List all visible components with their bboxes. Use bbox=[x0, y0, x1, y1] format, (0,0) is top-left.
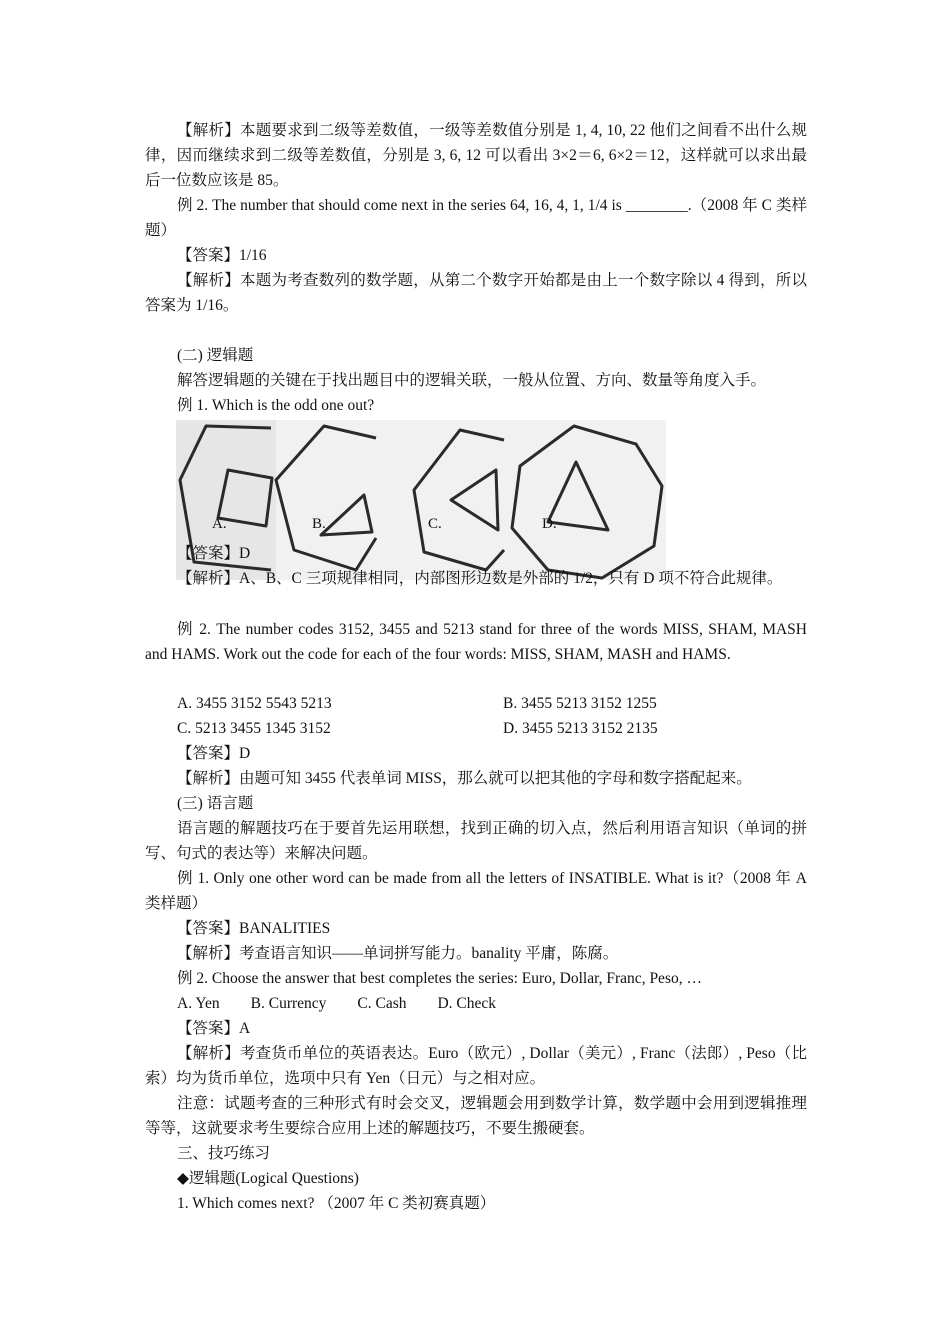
section-title-language: (三) 语言题 bbox=[177, 795, 254, 812]
practice-subtitle: ◆逻辑题(Logical Questions) bbox=[177, 1170, 359, 1187]
figure-label-d: D. bbox=[542, 516, 557, 532]
logic-explanation-1: 【解析】A、B、C 三项规律相同，内部图形边数是外部的 1/2，只有 D 项不符合此规律。 bbox=[177, 570, 783, 587]
paragraph-example-2: 例 2. The number that should come next in the series 64, 16, 4, 1, 1/4 is ________.（2008 年 C 类样题） bbox=[145, 197, 807, 239]
language-explanation-1: 【解析】考查语言知识——单词拼写能力。banality 平庸，陈腐。 bbox=[177, 945, 619, 962]
language-choices: A. Yen B. Currency C. Cash D. Check bbox=[177, 995, 497, 1012]
language-example-1: 例 1. Only one other word can be made from all the letters of INSATIBLE. What is it?（2008 年 A 类样题） bbox=[145, 870, 807, 912]
language-explanation-2: 【解析】考查货币单位的英语表达。Euro（欧元）, Dollar（美元）, Franc（法郎）, Peso（比索）均为货币单位，选项中只有 Yen（日元）与之相对应。 bbox=[145, 1045, 807, 1087]
logic-choice-d: D. 3455 5213 3152 2135 bbox=[503, 720, 658, 737]
section-title-logic: (二) 逻辑题 bbox=[177, 347, 254, 364]
figure-label-a: A. bbox=[212, 516, 227, 532]
logic-example-1: 例 1. Which is the odd one out? bbox=[177, 397, 375, 414]
language-intro: 语言题的解题技巧在于要首先运用联想，找到正确的切入点，然后利用语言知识（单词的拼写、句式的表达等）来解决问题。 bbox=[145, 820, 807, 862]
language-answer-2: 【答案】A bbox=[177, 1020, 251, 1037]
practice-question-1: 1. Which comes next? （2007 年 C 类初赛真题） bbox=[177, 1195, 496, 1212]
logic-choice-a: A. 3455 3152 5543 5213 bbox=[177, 695, 332, 712]
figure-label-c: C. bbox=[428, 516, 442, 532]
language-example-2: 例 2. Choose the answer that best completes the series: Euro, Dollar, Franc, Peso, … bbox=[177, 970, 702, 987]
language-answer-1: 【答案】BANALITIES bbox=[177, 920, 331, 937]
logic-answer-2: 【答案】D bbox=[177, 745, 251, 762]
note-paragraph: 注意：试题考查的三种形式有时会交叉，逻辑题会用到数学计算，数学题中会用到逻辑推理等等，这就要求考生要综合应用上述的解题技巧，不要生搬硬套。 bbox=[145, 1095, 807, 1137]
logic-intro: 解答逻辑题的关键在于找出题目中的逻辑关联，一般从位置、方向、数量等角度入手。 bbox=[177, 372, 767, 389]
answer-1: 【答案】1/16 bbox=[177, 247, 267, 264]
logic-example-2: 例 2. The number codes 3152, 3455 and 5213 stand for three of the words MISS, SHAM, MASH and HAMS. Work out the code for each of the four words: MISS, SHAM, MASH and HAMS. bbox=[145, 621, 807, 663]
figure-label-b: B. bbox=[312, 516, 326, 532]
logic-choice-c: C. 5213 3455 1345 3152 bbox=[177, 720, 331, 737]
logic-explanation-2: 【解析】由题可知 3455 代表单词 MISS，那么就可以把其他的字母和数字搭配起来。 bbox=[177, 770, 752, 787]
paragraph-explanation-2: 【解析】本题为考查数列的数学题，从第二个数字开始都是由上一个数字除以 4 得到，所以答案为 1/16。 bbox=[145, 272, 807, 314]
paragraph-explanation-1: 【解析】本题要求到二级等差数值，一级等差数值分别是 1, 4, 10, 22 他们之间看不出什么规律，因而继续求到二级等差数值，分别是 3, 6, 12 可以看出 3×2＝6, 6×2＝12，这样就可以求出最后一位数应该是 85。 bbox=[145, 122, 807, 189]
section-title-practice: 三、技巧练习 bbox=[177, 1145, 271, 1162]
logic-answer-1: 【答案】D bbox=[177, 545, 251, 562]
logic-choice-b: B. 3455 5213 3152 1255 bbox=[503, 695, 657, 712]
